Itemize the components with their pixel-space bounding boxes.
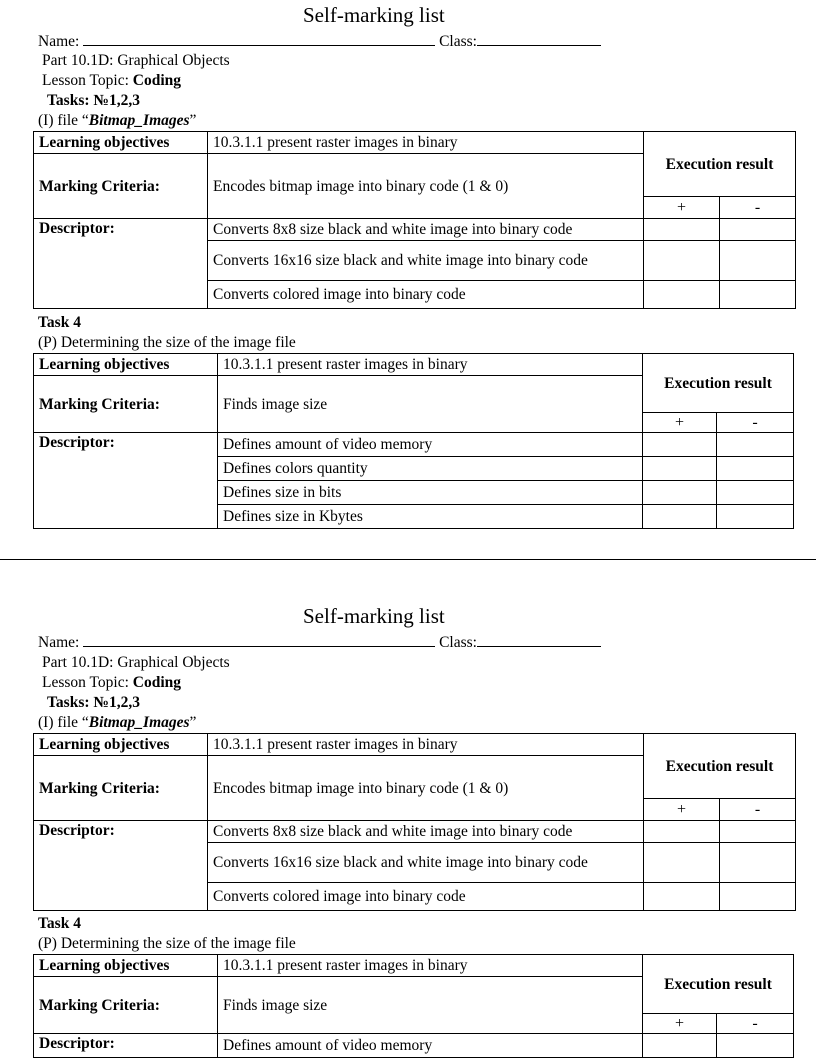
class-label: Class: <box>439 33 477 50</box>
file-name: Bitmap_Images <box>88 714 190 731</box>
part-line: Part 10.1D: Graphical Objects <box>42 52 230 69</box>
descriptor-label: Descriptor: <box>34 219 208 309</box>
criteria-table-1 <box>33 733 796 911</box>
minus-header: - <box>720 799 796 821</box>
descriptor-item: Converts colored image into binary code <box>208 281 644 309</box>
marking-criteria-label: Marking Criteria: <box>34 154 208 219</box>
file-suffix: ” <box>189 112 197 129</box>
file-line <box>38 113 196 129</box>
file-suffix: ” <box>189 714 197 731</box>
class-label: Class: <box>439 634 477 651</box>
minus-cell[interactable] <box>720 821 796 843</box>
plus-cell[interactable] <box>644 883 720 911</box>
plus-cell[interactable] <box>643 433 717 457</box>
marking-criteria-value: Finds image size <box>218 376 643 433</box>
name-line <box>38 33 601 50</box>
descriptor-item: Defines colors quantity <box>218 457 643 481</box>
plus-header: + <box>643 413 717 433</box>
marking-criteria-label: Marking Criteria: <box>34 376 218 433</box>
plus-header: + <box>644 197 720 219</box>
descriptor-label: Descriptor: <box>34 433 218 529</box>
topic-line <box>42 675 181 691</box>
topic-label: Lesson Topic: <box>42 674 129 691</box>
marking-criteria-value: Finds image size <box>218 977 643 1034</box>
plus-cell[interactable] <box>644 241 720 281</box>
minus-cell[interactable] <box>720 241 796 281</box>
learning-objectives-label: Learning objectives <box>34 955 218 977</box>
minus-header: - <box>720 197 796 219</box>
tasks-line: Tasks: №1,2,3 <box>47 92 140 109</box>
marking-criteria-value: Encodes bitmap image into binary code (1 & 0) <box>208 154 644 219</box>
file-name: Bitmap_Images <box>88 112 190 129</box>
descriptor-item: Defines amount of video memory <box>218 433 643 457</box>
descriptor-item: Defines size in bits <box>218 481 643 505</box>
part-line: Part 10.1D: Graphical Objects <box>42 654 230 671</box>
minus-cell[interactable] <box>717 1034 794 1058</box>
minus-cell[interactable] <box>717 457 794 481</box>
minus-header: - <box>717 1014 794 1034</box>
minus-cell[interactable] <box>720 843 796 883</box>
minus-cell[interactable] <box>717 433 794 457</box>
marking-criteria-label: Marking Criteria: <box>34 977 218 1034</box>
minus-cell[interactable] <box>717 481 794 505</box>
criteria-table-2 <box>33 954 794 1058</box>
descriptor-item: Converts colored image into binary code <box>208 883 644 911</box>
plus-header: + <box>644 799 720 821</box>
minus-cell[interactable] <box>720 219 796 241</box>
descriptor-item: Converts 16x16 size black and white image into binary code <box>208 241 644 281</box>
execution-result-header: Execution result <box>644 734 796 799</box>
file-prefix: (I) file “ <box>38 714 89 731</box>
topic-line <box>42 73 181 89</box>
plus-cell[interactable] <box>644 843 720 883</box>
name-blank[interactable] <box>83 33 435 46</box>
learning-objectives-label: Learning objectives <box>34 354 218 376</box>
minus-cell[interactable] <box>717 505 794 529</box>
marking-criteria-label: Marking Criteria: <box>34 756 208 821</box>
class-blank[interactable] <box>477 634 601 647</box>
criteria-table-2 <box>33 353 794 529</box>
descriptor-item: Converts 8x8 size black and white image into binary code <box>208 821 644 843</box>
descriptor-item: Defines amount of video memory <box>218 1034 643 1058</box>
name-label: Name: <box>38 33 80 50</box>
execution-result-header: Execution result <box>643 955 794 1014</box>
page-separator <box>0 559 816 560</box>
minus-header: - <box>717 413 794 433</box>
execution-result-header: Execution result <box>643 354 794 413</box>
name-blank[interactable] <box>83 634 435 647</box>
plus-cell[interactable] <box>643 457 717 481</box>
task4-label: Task 4 <box>38 915 81 932</box>
learning-objectives-value: 10.3.1.1 present raster images in binary <box>208 132 644 154</box>
plus-cell[interactable] <box>643 505 717 529</box>
descriptor-label: Descriptor: <box>34 821 208 911</box>
task4-label: Task 4 <box>38 314 81 331</box>
plus-cell[interactable] <box>644 219 720 241</box>
descriptor-item: Defines size in Kbytes <box>218 505 643 529</box>
sheet-title: Self-marking list <box>303 3 445 27</box>
file-line <box>38 715 196 731</box>
execution-result-header: Execution result <box>644 132 796 197</box>
file-prefix: (I) file “ <box>38 112 89 129</box>
task4-description: (P) Determining the size of the image file <box>38 935 296 952</box>
minus-cell[interactable] <box>720 883 796 911</box>
topic-value: Coding <box>132 72 182 89</box>
task4-description: (P) Determining the size of the image file <box>38 334 296 351</box>
sheet-title: Self-marking list <box>303 604 445 628</box>
plus-header: + <box>643 1014 717 1034</box>
learning-objectives-value: 10.3.1.1 present raster images in binary <box>218 354 643 376</box>
descriptor-item: Converts 8x8 size black and white image into binary code <box>208 219 644 241</box>
learning-objectives-value: 10.3.1.1 present raster images in binary <box>208 734 644 756</box>
plus-cell[interactable] <box>643 1034 717 1058</box>
learning-objectives-label: Learning objectives <box>34 734 208 756</box>
name-line <box>38 634 601 651</box>
criteria-table-1 <box>33 131 796 309</box>
minus-cell[interactable] <box>720 281 796 309</box>
class-blank[interactable] <box>477 33 601 46</box>
name-label: Name: <box>38 634 80 651</box>
marking-criteria-value: Encodes bitmap image into binary code (1 & 0) <box>208 756 644 821</box>
learning-objectives-label: Learning objectives <box>34 132 208 154</box>
plus-cell[interactable] <box>643 481 717 505</box>
descriptor-label: Descriptor: <box>34 1034 218 1058</box>
topic-label: Lesson Topic: <box>42 72 129 89</box>
topic-value: Coding <box>132 674 182 691</box>
descriptor-item: Converts 16x16 size black and white image into binary code <box>208 843 644 883</box>
plus-cell[interactable] <box>644 281 720 309</box>
learning-objectives-value: 10.3.1.1 present raster images in binary <box>218 955 643 977</box>
plus-cell[interactable] <box>644 821 720 843</box>
tasks-line: Tasks: №1,2,3 <box>47 694 140 711</box>
